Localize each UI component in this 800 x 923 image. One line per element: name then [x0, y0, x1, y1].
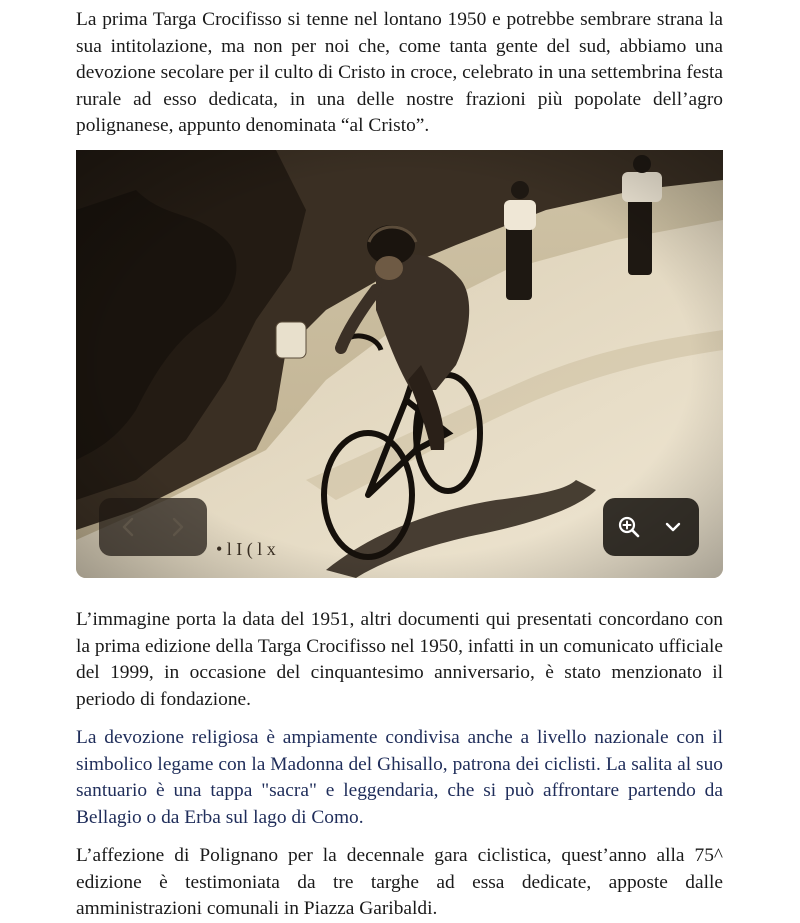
more-options-button[interactable] — [660, 514, 686, 540]
prev-image-button[interactable] — [116, 515, 140, 539]
next-image-button[interactable] — [166, 515, 190, 539]
paragraph-intro: La prima Targa Crocifisso si tenne nel lontano 1950 e potrebbe sembrare strana la sua intitolazione, ma non per noi che, come tanta gente del sud, abbiamo una devozione secolare per il culto di Cristo in croce, celebrato in una settembrina festa rurale ad esso dedicata, in una delle nostre frazioni più popolate dell’agro polignanese, appunto denominata “al Cristo”. — [76, 9, 723, 137]
gallery-nav-controls — [99, 498, 207, 556]
chevron-left-icon — [121, 517, 135, 537]
chevron-right-icon — [171, 517, 185, 537]
zoom-in-button[interactable] — [616, 514, 642, 540]
paragraph-devotion: La devozione religiosa è ampiamente condivisa anche a livello nazionale con il simbolico legame con la Madonna del Ghisallo, patrona dei ciclisti. La salita al suo santuario è una tappa "sacra" e leggendaria, che si può affrontare partendo da Bellagio o da Erba sul lago di Como. — [76, 727, 723, 828]
paragraph-plaques: L’affezione di Polignano per la decennale gara ciclistica, quest’anno alla 75^ edizione è testimoniata da tre targhe ad essa dedicate, apposte dalle amministrazioni comunali in Piazza Garibaldi. — [76, 845, 723, 920]
paragraph-date: L’immagine porta la data del 1951, altri documenti qui presentati concordano con la prima edizione della Targa Crocifisso nel 1950, infatti in un comunicato ufficiale del 1999, in occasione del cinquantesimo anniversario, è stato menzionato il periodo di fondazione. — [76, 609, 723, 710]
historic-cyclist-photo[interactable] — [76, 150, 723, 578]
zoom-in-icon — [618, 516, 640, 538]
chevron-down-icon — [665, 521, 681, 533]
image-tools — [603, 498, 699, 556]
